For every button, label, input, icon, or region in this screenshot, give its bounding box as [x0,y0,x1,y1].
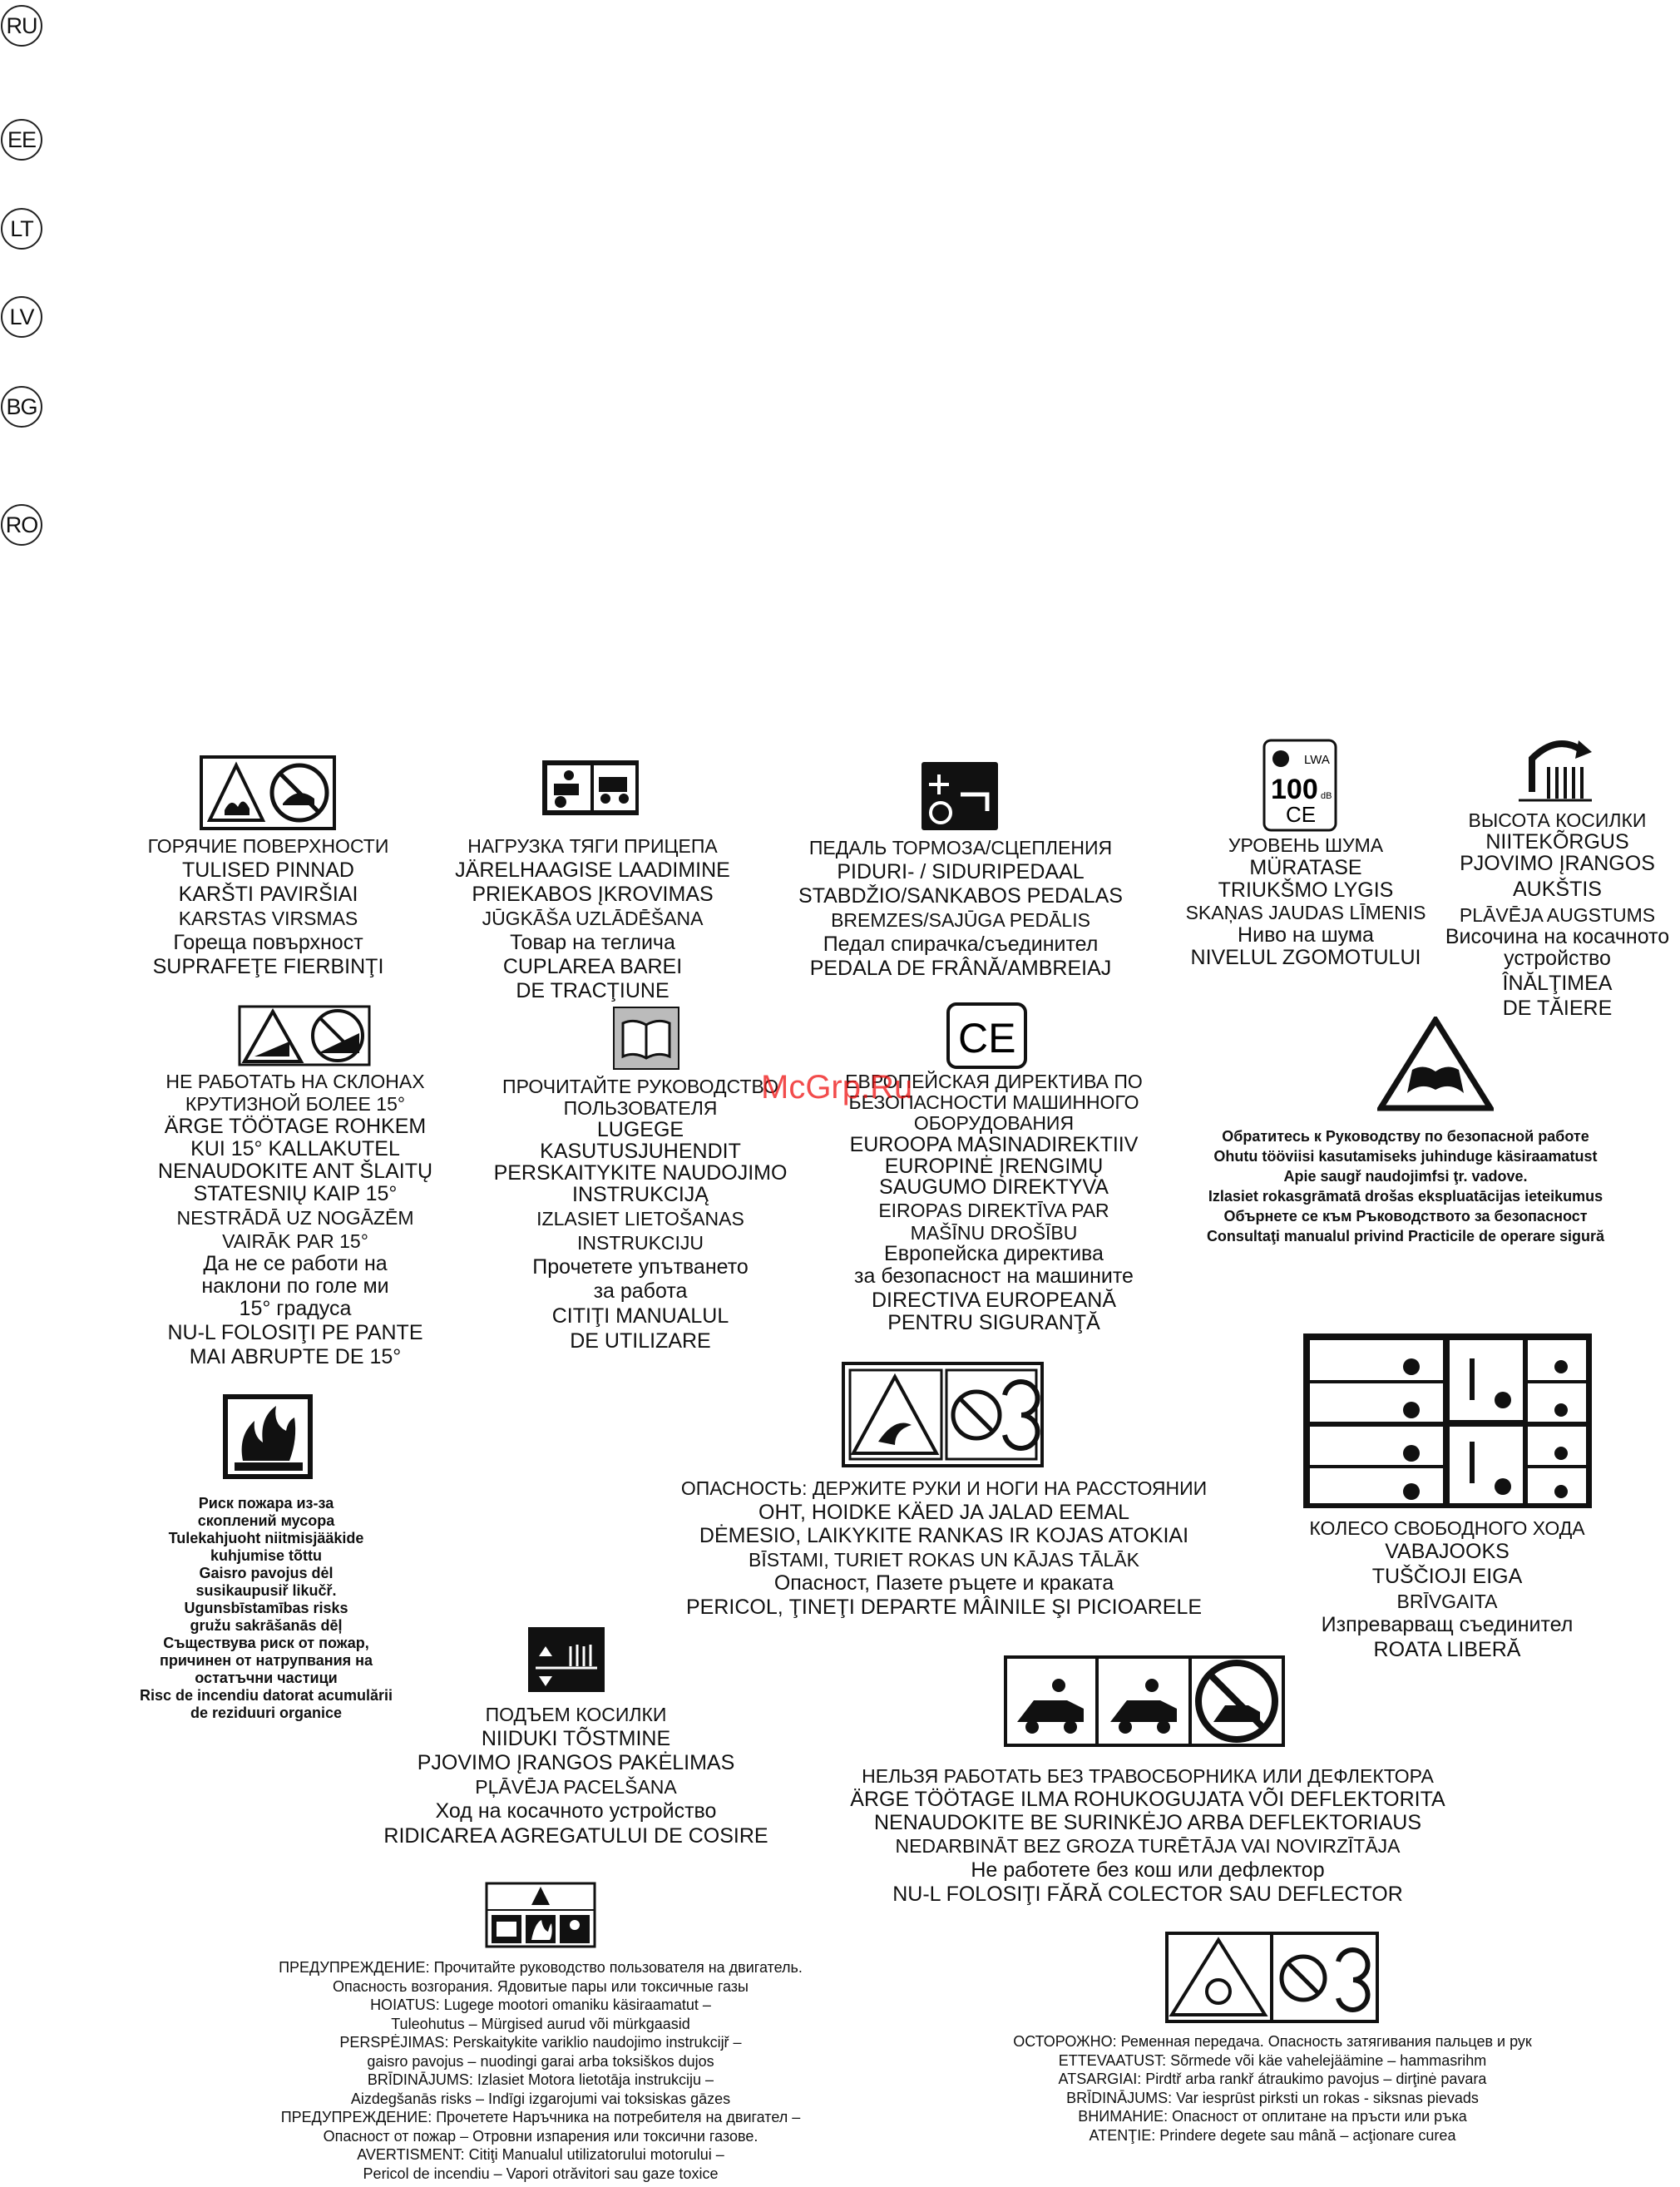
lang-badge-ru: RU [1,5,42,47]
text-line: NESTRĀDĀ UZ NOGĀZĒM [176,1207,414,1229]
ce-mark-icon [946,1002,1027,1069]
text-line: VAIRĀK PAR 15° [222,1230,368,1252]
text-line: de reziduuri organice [190,1705,343,1721]
text-line: AVERTISMENT: Citiţi Manualul utilizatorului motorului – [357,2146,724,2163]
text-line: ПОДЪЕМ КОСИЛКИ [485,1704,667,1725]
text-line: ÎNĂLŢIMEA [1502,972,1613,995]
svg-text:LWA: LWA [1304,753,1330,767]
text-line: PRIEKABOS ĮKROVIMAS [472,883,714,906]
svg-text:dB: dB [1321,791,1332,801]
lang-badge-ee: EE [1,119,42,161]
hot-surface-icon [200,755,336,830]
mower-lift-icon [527,1626,605,1693]
text-line: VABAJOOKS [1385,1540,1510,1563]
text-line: INSTRUKCIJU [576,1232,704,1254]
text-line: ВЫСОТА КОСИЛКИ [1468,809,1647,831]
text-line: AUKŠTIS [1513,878,1602,901]
text-line: Обратитесь к Руководству по безопасной работе [1222,1128,1589,1145]
text-line: SUPRAFEŢE FIERBINŢI [152,955,384,978]
text-line: MAI ABRUPTE DE 15° [189,1345,402,1368]
text-line: ПОЛЬЗОВАТЕЛЯ [563,1097,718,1119]
lang-badge-ro: RO [1,504,42,546]
text-line: PĻĀVĒJA PACELŠANA [475,1776,677,1798]
noise-text [1173,834,1439,969]
svg-text:100: 100 [1271,774,1318,805]
text-line: скоплений мусора [197,1512,335,1529]
text-line: BĪSTAMI, TURIET ROKAS UN KĀJAS TĀLĀK [749,1549,1139,1571]
text-line: PENTRU SIGURANŢĂ [887,1311,1100,1334]
text-line: RIDICAREA AGREGATULUI DE COSIRE [383,1824,768,1848]
text-line: NEDARBINĀT BEZ GROZA TURĒTĀJA VAI NOVIRZĪTĀJA [895,1835,1401,1857]
text-line: Педал спирачка/съединител [823,933,1099,956]
text-line: PIDURI- / SIDURIPEDAAL [837,860,1085,883]
text-line: Товар на теглича [510,931,675,954]
text-line: КОЛЕСО СВОБОДНОГО ХОДА [1309,1517,1585,1539]
text-line: KARŠTI PAVIRŠIAI [178,883,358,906]
text-line: Risc de incendiu datorat acumulării [139,1687,393,1704]
text-line: DIRECTIVA EUROPEANĂ [871,1289,1117,1312]
slope-warning-icon [238,1005,371,1066]
text-line: JÄRELHAAGISE LAADIMINE [455,858,730,882]
text-line: NENAUDOKITE ANT ŠLAITŲ [157,1160,433,1183]
text-line: Съществува риск от пожар, [163,1635,369,1651]
text-line: DE TĂIERE [1502,997,1613,1020]
text-line: Ohutu tööviisi kasutamiseks juhinduge käsiraamatust [1213,1148,1598,1165]
text-line: NU-L FOLOSIŢI PE PANTE [167,1321,423,1344]
text-line: BRĪVGAITA [1396,1591,1498,1612]
text-line: PLĀVĒJA AUGSTUMS [1459,904,1656,926]
cutting-height-text [1435,809,1680,1019]
text-line: susikaupusiř likučř. [195,1582,337,1599]
text-line: 15° градуса [239,1297,352,1320]
brake-text [778,836,1144,981]
manual-book-icon [613,1007,679,1070]
text-line: ETTEVAATUST: Sõrmede või käe vahelejäämine – hammasrihm [1058,2051,1487,2069]
text-line: TRIUKŠMO LYGIS [1218,878,1394,902]
text-line: НЕ РАБОТАТЬ НА СКЛОНАХ [166,1071,425,1092]
cutting-height-icon [1515,734,1594,802]
text-line: Да не се работи на [203,1252,388,1275]
lang-badge-lt: LT [1,208,42,250]
text-line: BRĪDINĀJUMS: Izlasiet Motora lietotāja instrukciju – [367,2071,714,2088]
slope-text [137,1071,453,1368]
text-line: Не работете без кош или дефлектор [971,1858,1325,1882]
watermark: McGrp.Ru [761,1069,913,1106]
text-line: DĖMESIO, LAIKYKITE RANKAS IR KOJAS ATOKIAI [699,1524,1189,1547]
text-line: HOIATUS: Lugege mootori omaniku käsiraamatut – [370,1997,711,2013]
text-line: ATENŢIE: Prindere degete sau mână – acţionare curea [1089,2126,1456,2144]
text-line: KARSTAS VIRSMAS [178,908,358,929]
text-line: ГОРЯЧИЕ ПОВЕРХНОСТИ [147,835,389,857]
text-line: Apie saugř naudojimfsi ţr. vadove. [1283,1168,1528,1185]
text-line: PEDALA DE FRÂNĂ/AMBREIAJ [809,957,1112,980]
text-line: Ниво на шума [1238,923,1374,947]
brake-clutch-pedal-icon [921,761,999,831]
text-line: JŪGKĀŠA UZLĀDĒŠANA [482,908,704,929]
text-line: ÄRGE TÖÖTAGE ILMA ROHUKOGUJATA VÕI DEFLEKTORITA [850,1788,1445,1811]
text-line: Опасност, Пазете ръцете и краката [773,1571,1114,1595]
text-line: TUŠČIOJI EIGA [1371,1565,1523,1588]
text-line: NU-L FOLOSIŢI FĂRĂ COLECTOR SAU DEFLECTOR [892,1883,1403,1906]
freewheel-icon [1303,1333,1592,1508]
text-line: TULISED PINNAD [182,858,354,882]
text-line: INSTRUKCIJĄ [572,1183,709,1206]
text-line: MAŠĪNU DROŠĪBU [910,1222,1078,1244]
text-line: CITIŢI MANUALUL [551,1304,729,1328]
text-line: ATSARGIAI: Pirdtř arba rankř átraukimo pavojus – dirţinė pavara [1058,2071,1487,2088]
ce-directive-text [798,1071,1189,1333]
text-line: БЕЗОПАСНОСТИ МАШИННОГО [848,1091,1139,1113]
text-line: Обърнете се към Ръководството за безопасност [1223,1208,1588,1225]
lang-badge-lv: LV [1,296,42,338]
text-line: НЕЛЬЗЯ РАБОТАТЬ БЕЗ ТРАВОСБОРНИКА ИЛИ ДЕФЛЕКТОРА [862,1765,1434,1787]
text-line: причинен от натрупвания на [159,1652,373,1669]
text-line: Izlasiet rokasgrāmatā drošas ekspluatācijas ieteikumus [1208,1188,1603,1205]
text-line: Прочетете упътването [532,1255,749,1279]
text-line: Consultaţi manualul privind Practicile de operare sigură [1206,1228,1605,1244]
trailer-load-icon [541,759,640,817]
text-line: Pericol de incendiu – Vapori otrăvitori sau gaze toxice [363,2165,719,2182]
text-line: Гореща повърхност [173,931,363,954]
text-line: NIIDUKI TÕSTMINE [481,1727,671,1750]
text-line: NIVELUL ZGOMOTULUI [1190,946,1421,969]
text-line: PERSPĖJIMAS: Perskaitykite variklio naudojimo instrukcijř – [339,2034,742,2051]
text-line: Опасност от пожар – Отровни изпарения или токсични газове. [323,2127,758,2145]
text-line: BREMZES/SAJŪGA PEDĀLIS [831,909,1090,931]
text-line: ПЕДАЛЬ ТОРМОЗА/СЦЕПЛЕНИЯ [808,837,1113,858]
text-line: gružu sakrāšanās dēļ [190,1617,343,1634]
text-line: PJOVIMO ĮRANGOS [1460,852,1655,875]
hands-feet-danger-icon [842,1362,1044,1467]
text-line: EUROOPA MASINADIREKTIIV [849,1133,1139,1156]
text-line: PJOVIMO ĮRANGOS PAKĖLIMAS [417,1751,735,1774]
text-line: KUI 15° KALLAKUTEL [190,1137,400,1160]
text-line: наклони по голе ми [201,1274,389,1298]
text-line: Tulekahjuoht niitmisjääkide [168,1530,364,1546]
text-line: Европейска директива [884,1242,1104,1265]
lang-badge-bg: BG [1,386,42,428]
text-line: Височина на косачното [1445,925,1670,948]
text-line: EIROPAS DIREKTĪVA PAR [878,1200,1109,1221]
text-line: ЕВРОПЕЙСКАЯ ДИРЕКТИВА ПО [845,1071,1143,1092]
text-line: Ugunsbīstamības risks [184,1600,348,1616]
text-line: ВНИМАНИЕ: Опасност от оплитане на пръсти или ръка [1078,2108,1467,2125]
safety-manual-warning-icon [1377,1017,1494,1111]
no-collector-icon [1004,1655,1285,1747]
text-line: ÄRGE TÖÖTAGE ROHKEM [164,1115,427,1138]
text-line: STATESNIŲ KAIP 15° [193,1182,398,1205]
text-line: Изпреварващ съединител [1321,1613,1574,1636]
text-line: Опасность возгорания. Ядовитые пары или токсичные газы [333,1977,749,1995]
svg-text:CE: CE [1286,802,1317,827]
text-line: ПРОЧИТАЙТЕ РУКОВОДСТВО [502,1076,778,1097]
engine-warning-icon [485,1882,596,1948]
text-line: ОПАСНОСТЬ: ДЕРЖИТЕ РУКИ И НОГИ НА РАССТОЯНИИ [680,1477,1208,1499]
hot-surfaces-text [133,834,403,979]
text-line: НАГРУЗКА ТЯГИ ПРИЦЕПА [467,835,718,857]
text-line: ОСТОРОЖНО: Ременная передача. Опасность затягивания пальцев и рук [1013,2033,1532,2050]
text-line: Риск пожара из-за [198,1495,334,1512]
text-line: PERICOL, ŢINEŢI DEPARTE MÂINILE ŞI PICIOARELE [685,1596,1203,1619]
text-line: ПРЕДУПРЕЖДЕНИЕ: Прочетете Наръчника на потребителя на двигател – [280,2109,801,2125]
text-line: NENAUDOKITE BE SURINKĖJO ARBA DEFLEKTORIAUS [873,1811,1422,1834]
text-line: BRĪDINĀJUMS: Var iesprūst pirksti un rokas - siksnas pievads [1066,2089,1479,2106]
text-line: ОБОРУДОВАНИЯ [913,1112,1075,1134]
text-line: STABDŽIO/SANKABOS PEDALAS [798,884,1123,908]
text-line: gaisro pavojus – nuodingi garai arba toksiškos dujos [367,2052,714,2070]
hands-feet-text [661,1477,1227,1620]
text-line: DE UTILIZARE [570,1329,711,1353]
text-line: УРОВЕНЬ ШУМА [1228,834,1384,856]
text-line: OHT, HOIDKE KÄED JA JALAD EEMAL [758,1501,1129,1524]
svg-text:CE: CE [958,1015,1016,1061]
text-line: КРУТИЗНОЙ БОЛЕЕ 15° [185,1093,406,1115]
belt-drive-icon [1165,1932,1379,2023]
safety-manual-text [1181,1126,1630,1246]
text-line: IZLASIET LIETOŠANAS [536,1208,744,1230]
text-line: EUROPINĖ ĮRENGIMŲ [884,1155,1104,1178]
text-line: kuhjumise tõttu [210,1547,322,1564]
belt-drive-text [981,2032,1564,2145]
text-line: за безопасност на машините [854,1264,1134,1288]
text-line: PERSKAITYKITE NAUDOJIMO [493,1161,788,1185]
text-line: остатъчни частици [195,1670,338,1686]
text-line: LUGEGE [596,1118,684,1141]
mower-lift-text [370,1703,782,1849]
text-line: ROATA LIBERĂ [1373,1638,1521,1661]
text-line: устройство [1504,947,1611,970]
text-line: за работа [593,1279,688,1303]
text-line: Ход на косачното устройство [435,1799,717,1823]
text-line: NIITEKÕRGUS [1485,830,1629,854]
text-line: MÜRATASE [1249,856,1362,879]
text-line: CUPLAREA BAREI [502,955,683,978]
text-line: Aizdegšanās risks – Indīgi izgarojumi vai toksiskas gāzes [350,2090,731,2107]
text-line: Gaisro pavojus dėl [199,1565,334,1581]
fire-risk-text [133,1495,399,1722]
manual-text [487,1076,794,1352]
fire-icon [223,1394,313,1479]
text-line: SKAŅAS JAUDAS LĪMENIS [1185,902,1426,923]
engine-warning-text [216,1958,865,2183]
freewheel-text [1297,1517,1597,1663]
text-line: DE TRACŢIUNE [516,979,670,1002]
no-collector-text [836,1764,1460,1907]
trailer-text [441,834,744,1003]
text-line: ПРЕДУПРЕЖДЕНИЕ: Прочитайте руководство пользователя на двигатель. [279,1959,803,1976]
text-line: SAUGUMO DIREKTYVA [879,1175,1109,1199]
noise-level-icon [1262,739,1337,832]
text-line: Tuleohutus – Mürgised aurud või mürkgaasid [391,2015,690,2032]
text-line: KASUTUSJUHENDIT [540,1140,741,1163]
